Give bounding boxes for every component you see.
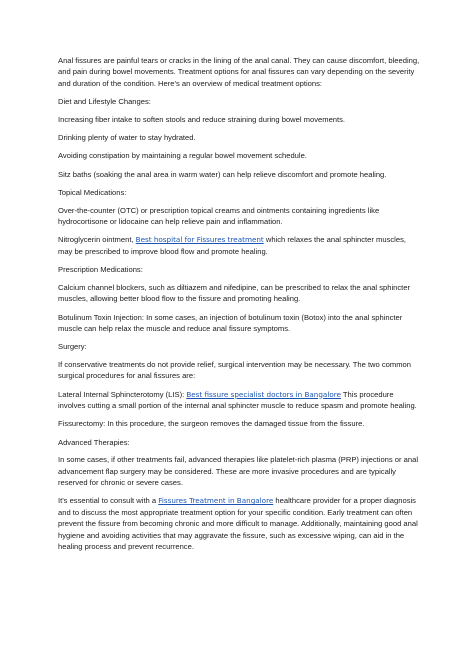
diet-item-sitz-bath: Sitz baths (soaking the anal area in warm water) can help relieve discomfort and promote healing. [58, 169, 387, 179]
surgery-intro-paragraph: If conservative treatments do not provide relief, surgical intervention may be necessary. The two common surgical procedures for anal fissures are: [58, 359, 411, 381]
closing-paragraph [58, 495, 420, 552]
botox-paragraph: Botulinum Toxin Injection: In some cases, an injection of botulinum toxin (Botox) into the anal sphincter muscle can help relax the muscle and reduce anal fissure symptoms. [58, 312, 403, 333]
topical-nitroglycerin-paragraph [58, 234, 420, 257]
fissurectomy-paragraph: Fissurectomy: In this procedure, the surgeon removes the damaged tissue from the fissure. [58, 419, 365, 429]
advanced-therapies-paragraph: In some cases, if other treatments fail, advanced therapies like platelet-rich plasma (PRP) injections or anal advancement flap surgery may be considered. These are more invasive procedures and are typically reserved for chronic or severe cases. [58, 455, 419, 487]
fissures-treatment-link[interactable]: Fissures Treatment in Bangalore [158, 496, 274, 506]
surgery-heading: Surgery: [58, 342, 87, 352]
diet-item-water: Drinking plenty of water to stay hydrated. [58, 133, 196, 143]
hospital-fissures-link[interactable]: Best hospital for Fissures treatment [135, 235, 264, 245]
fissure-specialist-link[interactable]: Best fissure specialist doctors in Bangalore [186, 389, 341, 399]
closing-text-after: healthcare provider for a proper diagnosis and to discuss the most appropriate treatment option for your specific condition. Early treatment can often prevent the fissure from becoming chronic and more difficult to manage. Additionally, maintaining good anal hygiene and avoiding activities that may aggravate the fissure, such as excessive wiping, can aid in the healing process and prevent recurrence. [58, 496, 418, 551]
prescription-heading: Prescription Medications: [58, 265, 143, 275]
diet-item-constipation: Avoiding constipation by maintaining a regular bowel movement schedule. [58, 151, 307, 161]
topical-heading: Topical Medications: [58, 188, 127, 198]
topical-otc-paragraph: Over-the-counter (OTC) or prescription topical creams and ointments containing ingredients like hydrocortisone or lidocaine can help relieve pain and inflammation. [58, 205, 380, 227]
nitro-text-before: Nitroglycerin ointment, [58, 235, 136, 245]
calcium-blockers-paragraph: Calcium channel blockers, such as diltiazem and nifedipine, can be prescribed to relax the anal sphincter muscles, allowing better blood flow to the fissure and promoting healing. [58, 282, 411, 304]
closing-text-before: It's essential to consult with a [58, 496, 159, 506]
diet-heading: Diet and Lifestyle Changes: [58, 97, 151, 107]
intro-paragraph: Anal fissures are painful tears or cracks in the lining of the anal canal. They can cause discomfort, bleeding, and pain during bowel movements. Treatment options for anal fissures can vary depending on the severity and duration of the condition. Here's an overview of medical treatment options: [58, 56, 420, 88]
lis-paragraph [58, 389, 420, 412]
lis-text-after: This procedure involves cutting a small portion of the internal anal sphincter muscle to reduce spasm and promote healing. [58, 389, 417, 410]
diet-item-fiber: Increasing fiber intake to soften stools and reduce straining during bowel movements. [58, 114, 346, 124]
advanced-heading: Advanced Therapies: [58, 437, 130, 447]
document-page [58, 55, 420, 559]
nitro-text-after: which relaxes the anal sphincter muscles, may be prescribed to improve blood flow and promote healing. [58, 235, 406, 256]
lis-text-before: Lateral Internal Sphincterotomy (LIS): [58, 389, 187, 399]
